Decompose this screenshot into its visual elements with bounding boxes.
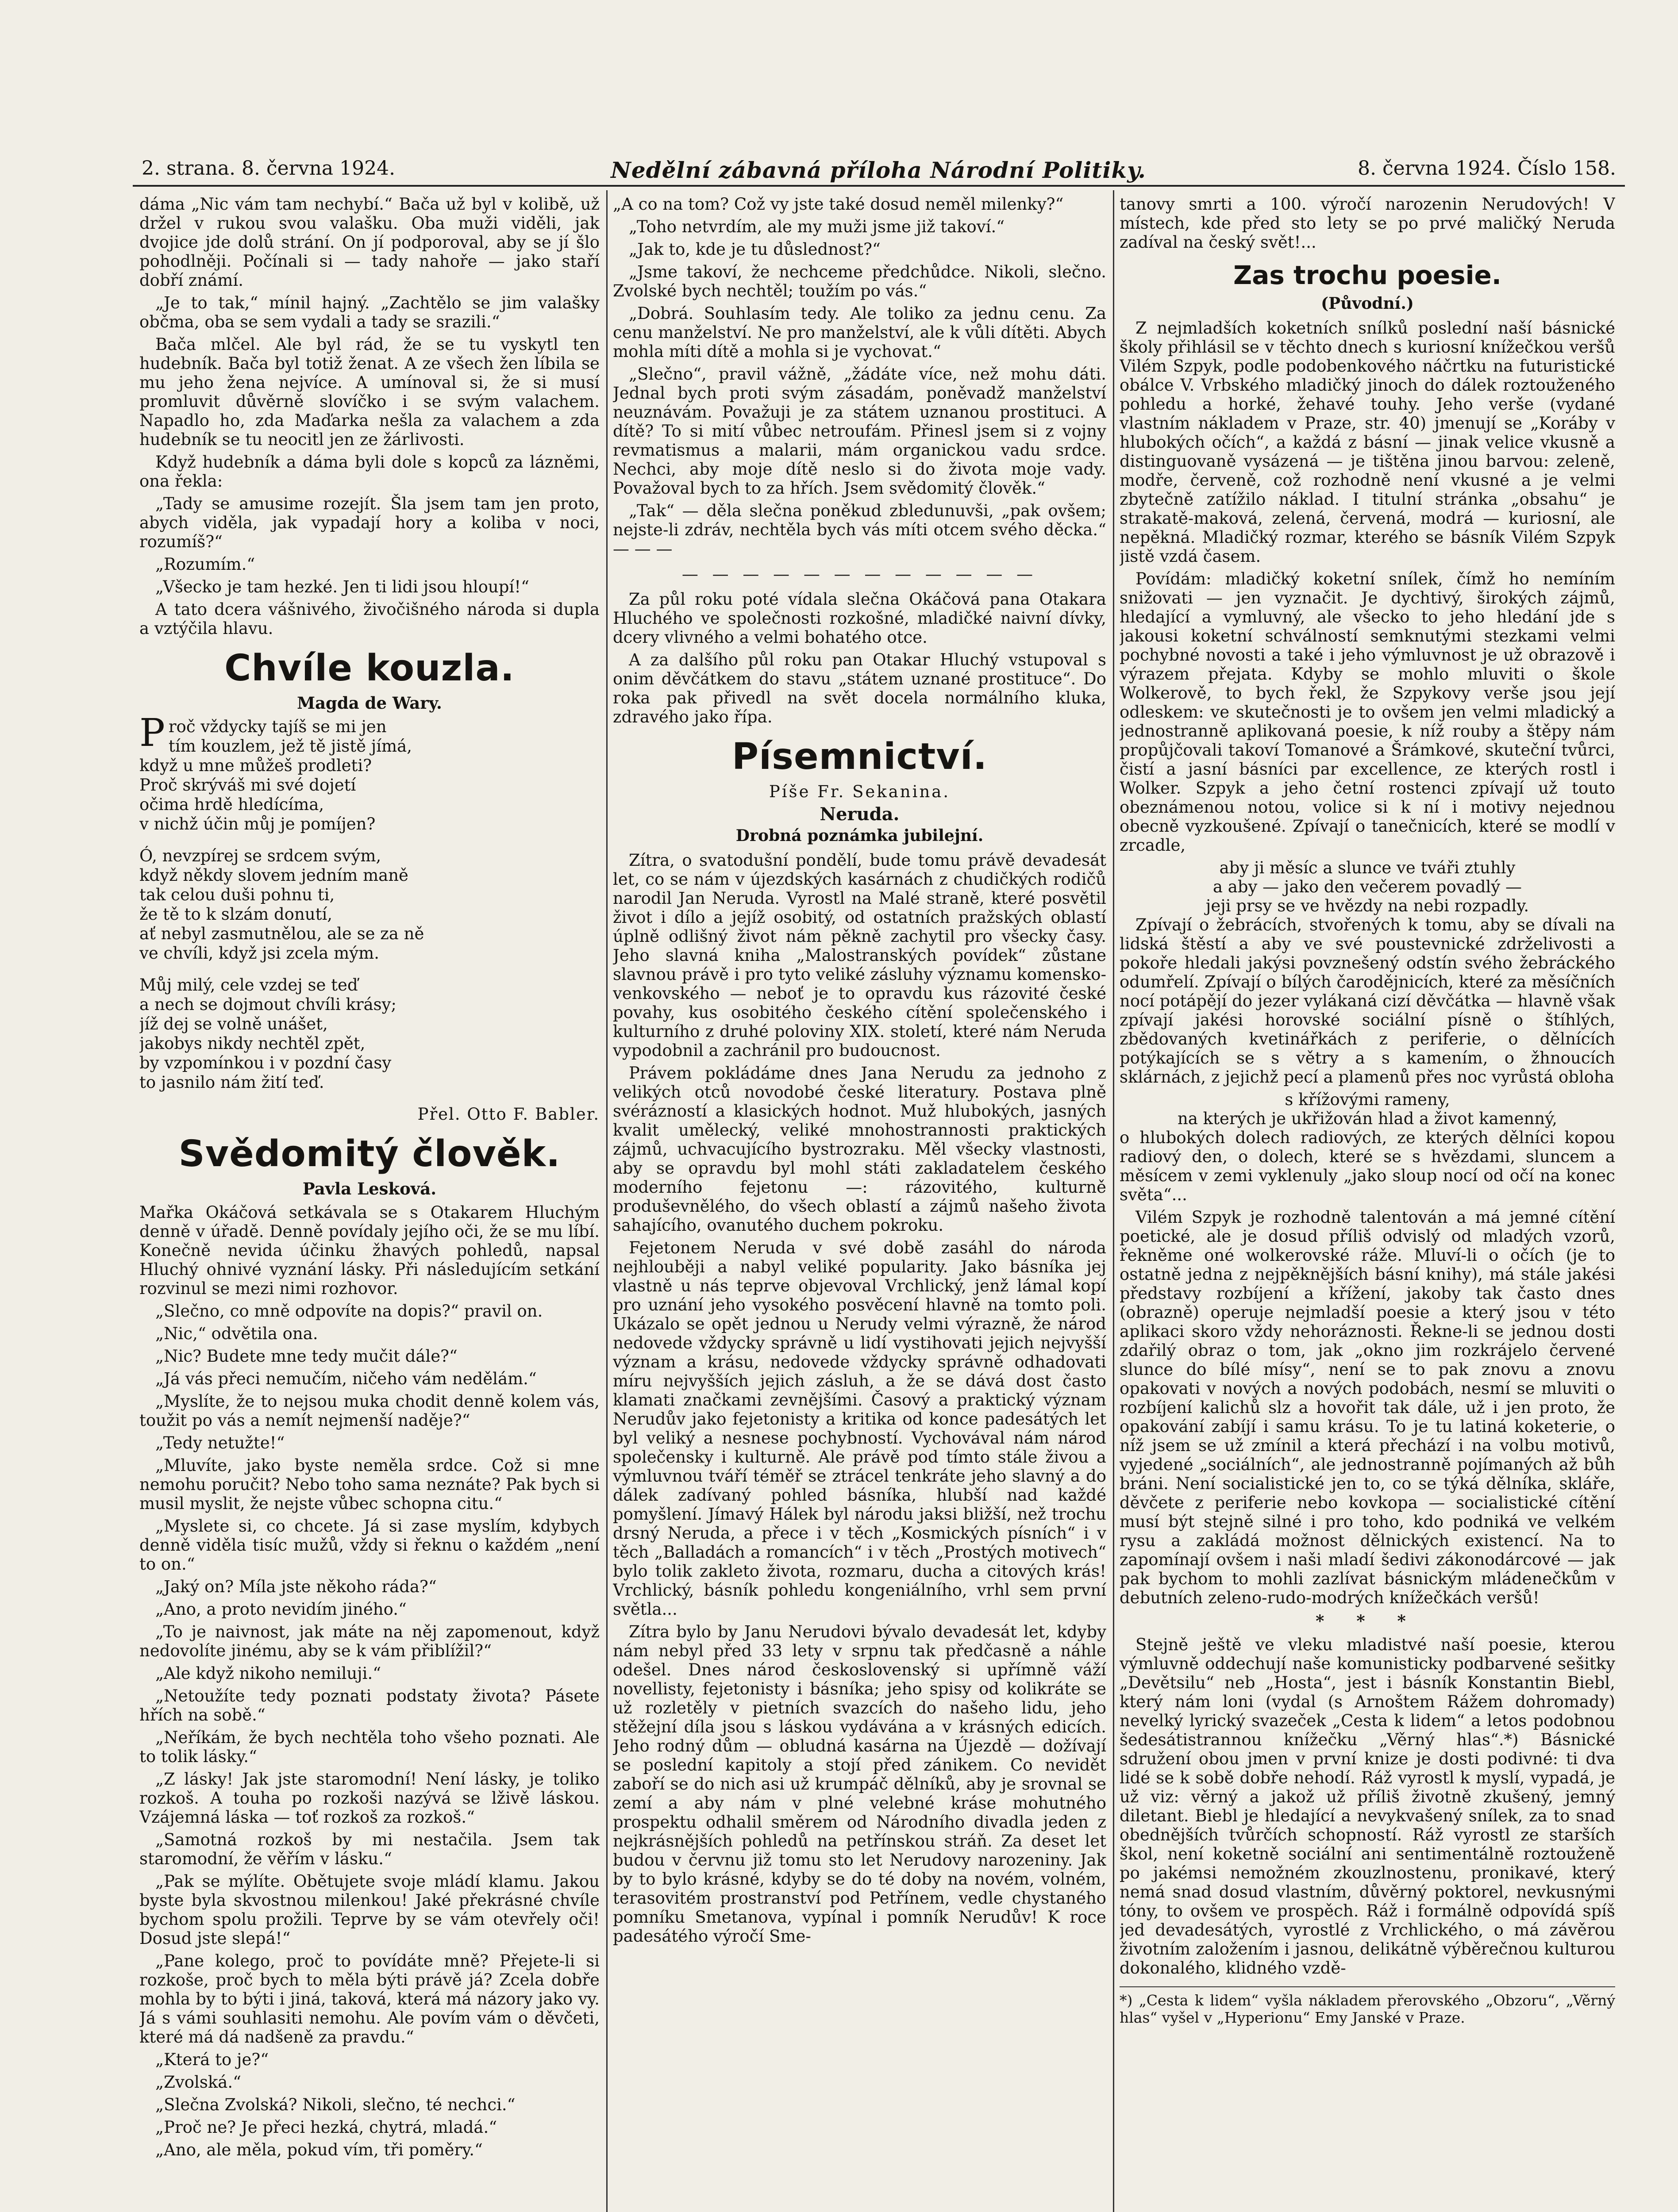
paragraph: „Jsme takoví, že nechceme předchůdce. Nikoli, slečno. Zvolské bych nechtěl; toužím po vás.“ (613, 262, 1106, 300)
section-author: Píše Fr. Sekanina. (769, 782, 951, 801)
section-subtitle: (Původní.) (1321, 294, 1414, 313)
poem-line: a nech se dojmout chvíli krásy; (139, 995, 396, 1014)
article-subtitle: Drobná poznámka jubilejní. (735, 826, 984, 845)
paragraph: „To je naivnost, jak máte na něj zapomenout, když nedovolíte jinému, aby se k vám přiblížil?“ (139, 1622, 600, 1660)
poem-line: ať nebyl zasmutnělou, ale se za ně (139, 924, 424, 943)
paragraph: Vilém Szpyk je rozhodně talentován a má jemné cítění poetické, ale je dosud příliš odvislý od mladých vzorů, řekněme oné wolkerovské ráže. Mluví-li o očích (je to ostatně jedna z nejpěknějších básní knihy), má stále jakési představy rozbíjení a křížení, jakoby tak často dnes (obrazně) operuje nejmladší poesie a který jsou v této aplikaci skoro vždy nehoráznosti. Řekne-li se jednou dosti zdařilý obraz o tom, jak „okno jim rozkrájelo červené slunce do bílé mísy“, není se to pak znovu a znovu opakovati v nových a nových podobách, nesmí se mluviti o rozbíjení kalichů slz a hovořit tak dále, už i jen proto, že opakování zabíjí i samu krásu. To je tu latiná koketerie, o níž jsem se už zmínil a která přechází i na volbu motivů, vyjedené „sociálních“, ale jednostranně pojímaných až bůh bráni. Není socialistické jen to, co se týká dělníka, skláře, děvčete z periferie nebo kovkopa — socialistické cítění musí být stejně silné i pro toho, kdo podniká ve velkém rysu a zakládá možnost dělnických existencí. Na to zapomínají ovšem i naši mladí šedivi zákonodárcové — jak pak bychom to mohli zazlívat básnickým mládenečkům v debutních zeleno-rudo-modrých knížečkách veršů! (1120, 1208, 1615, 1607)
paragraph: A tato dcera vášnivého, živočišného národa si dupla a vztýčila hlavu. (139, 600, 600, 638)
paragraph: „Nic? Budete mne tedy mučit dále?“ (155, 1347, 458, 1366)
paragraph: „Neříkám, že bych nechtěla toho všeho poznati. Ale to tolik lásky.“ (139, 1728, 600, 1766)
paragraph: „Ano, ale měla, pokud vím, tři poměry.“ (155, 2140, 483, 2159)
story-title: Svědomitý člověk. (178, 1133, 561, 1175)
paragraph: Zítra, o svatodušní pondělí, bude tomu právě devadesát let, co se nám v újezdských kasárnách z chudičkých rodičů narodil Jan Neruda. Vyrostl na Malé straně, které posvětil život i dílo a jejíž osobitý, od ostatních pražských oblastí úplně odlišný život nám pěkně zachytil pro všecky časy. Jeho slavná kniha „Malostranských povídek“ zůstane slavnou právě i pro tyto veliké zásluhy významu komensko-venkovského — neboť je to opravdu kus rázovité české povahy, kus osobitého českého cítění společenského i kulturního z druhé poloviny XIX. století, které nám Neruda vypodobnil a zachránil pro budoucnost. (613, 851, 1106, 1060)
paragraph: „Je to tak,“ mínil hajný. „Zachtělo se jim valašky občma, oba se sem vydali a tady se srazili.“ (139, 293, 600, 331)
paragraph: Zítra bylo by Janu Nerudovi bývalo devadesát let, kdyby nám nebyl před 33 lety v srpnu tak předčasně a náhle odešel. Dnes národ československý si upřímně váží novellisty, fejetonisty i básníka; jeho spisy od kolikráte se už rozletěly v pietních svazcích do našeho lidu, jeho stěžejní díla jsou s láskou vydávána a v krásných edicích. Jeho rodný dům — obludná kasárna na Újezdě — dožívají se poslední kapitoly a stojí před zánikem. Co nevidět zaboří se do nich asi už krumpáč dělníků, aby je srovnal se zemí a aby nám v plné velebné kráse mohutného prospektu odhalil směrem od Národního divadla jeden z nejkrásnějších pohledů na petřínskou stráň. Za deset let budou v červnu již tomu sto let Nerudovy narozeniny. Jak by to bylo krásné, kdyby se do té doby na novém, volném, terasovitém prostranství pod Petřínem, vedle chystaného pomníku Smetanova, vypínal i pomník Nerudův! K roce padesátého výročí Sme- (613, 1622, 1106, 1946)
paragraph: „Tak“ — děla slečna poněkud zbledunuvši, „pak ovšem; nejste-li zdráv, nechtěla bych vás míti otcem svého děcka.“ — — — (613, 501, 1106, 558)
column-2 (613, 195, 1106, 1949)
paragraph: „Já vás přeci nemučím, ničeho vám nedělám.“ (155, 1369, 537, 1388)
poem-line: jíž dej se volně unášet, (139, 1014, 328, 1033)
section-title-poetry: Zas trochu poesie. (1233, 260, 1501, 290)
paragraph: „Ano, a proto nevidím jiného.“ (155, 1600, 407, 1619)
poem-line: když někdy slovem jedním maně (139, 866, 408, 885)
verse-line: na kterých je ukřižován hlad a život kamenný, (1178, 1109, 1557, 1128)
paragraph: Když hudebník a dáma byli dole s kopců za lázněmi, ona řekla: (139, 453, 600, 491)
paragraph: „Mluvíte, jako byste neměla srdce. Což si mne nemohu poručit? Nebo toho sama neznáte? Pak bych si musil myslit, že nejste vůbec schopna citu.“ (139, 1456, 600, 1513)
article-title: Neruda. (820, 804, 900, 825)
paragraph: „Myslíte, že to nejsou muka chodit denně kolem vás, toužit po vás a nemít nejmenší naděje?“ (139, 1392, 600, 1430)
paragraph: „Samotná rozkoš by mi nestačila. Jsem tak staromodní, že věřím v lásku.“ (139, 1830, 600, 1868)
paragraph: „Dobrá. Souhlasím tedy. Ale toliko za jednu cenu. Za cenu manželství. Ne pro manželství, ale k vůli dítěti. Abych mohla míti dítě a mohla si je vychovat.“ (613, 304, 1106, 361)
paragraph: „Myslete si, co chcete. Já si zase myslím, kdybych denně viděla tisíc mužů, vždy si řeknu o každém „není to on.“ (139, 1517, 600, 1574)
paragraph: Povídám: mladičký koketní snílek, čímž ho nemíním snižovati — jen vyznačit. Je dychtivý, širokých zájmů, hledající a vymluvný, ale všecko to jeho hledání jde s jakousi koketní schválností semknutými stezkami velmi pochybné novosti a také i jeho výmluvnost je už obrazově i výrazem přejata. Kdyby se mohlo mluviti o škole Wolkerově, to bych řekl, že Szpykovy verše jsou její odleskem: ve skutečnosti je to ovšem jen velmi mladický a jednostranně aplikovaná poesie, k níž rouby a štěpy nám propůjčovali takoví Tomanové a Šrámkové, skuteční tvůrci, čistí a jasní básníci par excellence, ze kterých rostl i Wolker. Szpyk a jeho četní rostenci zpívají už touto obeznámenou notou, volice si k ní i motivy nejednou obecně vyzkoušené. Zpívají o tanečnicích, které se modlí v zrcadle, (1120, 569, 1615, 855)
paragraph: „Tady se amusime rozejít. Šla jsem tam jen proto, abych viděla, jak vypadají hory a koliba v noci, rozumíš?“ (139, 494, 600, 551)
paragraph: „Slečna Zvolská? Nikoli, slečno, té nechci.“ (155, 2095, 516, 2114)
paragraph: „Zvolská.“ (155, 2073, 242, 2092)
paragraph: Zpívají o žebrácích, stvořených k tomu, aby se dívali na lidská štěstí a aby ve své poustevnické zdrželivosti a pokoře hledali jakýsi povznešený odstín svého žebráckého odumřelí. Zpívají o bílých čarodějnicích, které za měsíčních nocí potápějí do jezer vylákaná cizí děvčátka — hlavně však zpívají jakési horovské sociální písně o štíhlých, zbědovaných kvetinářkách z periferie, o dělnících potýkajících se s větry a s kamením, o žhnoucích sklárnách, z jejichž pecí a plamenů přes noc vyrůstá obloha (1120, 915, 1615, 1087)
verse-line: a aby — jako den večerem povadlý — (1212, 877, 1522, 896)
poem-line: Proč skrýváš mi své dojetí (139, 776, 356, 795)
paragraph: „A co na tom? Což vy jste také dosud neměl milenky?“ (613, 195, 1064, 214)
poem-line: tak celou duši pohnu ti, (139, 885, 335, 904)
poem-line: očima hrdě hledícíma, (139, 795, 324, 814)
poem-line: to jasnilo nám žití teď. (139, 1073, 324, 1092)
paragraph: Bača mlčel. Ale byl rád, že se tu vyskytl ten hudebník. Bača byl totiž ženat. A ze všech žen líbila se mu jeho žena nejvíce. A umínoval si, že si musí promluvit důvěrně slovíčko i se svým valachem. Napadlo ho, zda Maďarka nešla za valachem a zda hudebník se tu neocitl jen ze žárlivosti. (139, 335, 600, 449)
paragraph: Mařka Okáčová setkávala se s Otakarem Hluchým denně v úřadě. Denně povídaly jejího oči, že se mu líbí. Konečně nevida účinku žhavých pohledů, napsal Hluchý ohnivé vyznání lásky. Při následujícím setkání rozvinul se mezi nimi rozhovor. (139, 1203, 600, 1298)
story-author: Pavla Lesková. (302, 1179, 437, 1198)
poem-line: že tě to k slzám donutí, (139, 905, 333, 924)
paragraph: „Rozumím.“ (155, 555, 255, 574)
paragraph: „Slečno“, pravil vážně, „žádáte více, než mohu dáti. Jednal bych proti svým zásadám, poněvadž manželství neuznávám. Považuji je za státem uznanou prostituci. A dítě? To si mití vůbec netroufám. Přinesl jsem si z vojny revmatismus a malarii, mám organickou vadu srdce. Nechci, aby moje dítě neslo si do života moje vady. Považoval bych to za hřích. Jsem svědomitý člověk.“ (613, 365, 1106, 498)
paragraph: „Netoužíte tedy poznati podstaty života? Pásete hřích na sobě.“ (139, 1686, 600, 1724)
paragraph: „Z lásky! Jak jste staromodní! Není lásky, je toliko rozkoš. A touha po rozkoši nazývá se lživě láskou. Vzájemná láska — toť rozkoš za rozkoš.“ (139, 1770, 600, 1827)
paragraph: „Toho netvrdím, ale my muži jsme již takoví.“ (629, 217, 1005, 236)
quoted-verse (1120, 1090, 1615, 1128)
poem-line: v nichž účin můj je pomíjen? (139, 814, 376, 833)
verse-line: s křížovými rameny, (1285, 1090, 1450, 1109)
paragraph: „Slečno, co mně odpovíte na dopis?“ pravil on. (155, 1302, 543, 1321)
paragraph: Za půl roku poté vídala slečna Okáčová pana Otakara Hluchého ve společnosti rozkošné, mladičké naivní dívky, dcery vlivného a velmi bohatého otce. (613, 590, 1106, 647)
paragraph: o hlubokých dolech radiových, ze kterých dělníci kopou radiový den, o dolech, které se s hvězdami, sluncem a měsícem v zemi vyklenuly „jako sloup nocí od očí na konec světa“... (1120, 1128, 1615, 1204)
poem-line: Proč vždycky tajíš se mi jen (139, 711, 387, 755)
paragraph: „Ale když nikoho nemiluji.“ (155, 1664, 381, 1683)
poem-line: Můj milý, cele vzdej se teď (139, 975, 358, 995)
poem-title: Chvíle kouzla. (224, 647, 515, 689)
poem-line: když u mne můžeš prodleti? (139, 756, 372, 775)
paragraph: „Pane kolego, proč to povídáte mně? Přejete-li si rozkoše, proč bych to měla býti právě já? Zcela dobře mohla by to býti i jiná, taková, která má názory jako vy. Já s vámi souhlasiti nemohu. Ale povím vám o děvčeti, které má dá nadšeně za pravdu.“ (139, 1951, 600, 2047)
column-divider-2 (1113, 190, 1114, 2212)
poem-line: tím kouzlem, jež tě jistě jímá, (168, 737, 412, 756)
column-3 (1120, 195, 1615, 2026)
paragraph: Právem pokládáme dnes Jana Nerudu za jednoho z velikých otců novodobé české literatury. Postava plně svérázností a klasických hodnot. Muž hlubokých, jasných kvalit umělecký, veliké mnohostrannosti praktických zájmů, uchvacujícího bystrozraku. Měl všecky vlastnosti, aby se opravdu byl mohl státi zakladatelem českého moderního fejetonu —: rázovitého, kulturně produševnělého, do všech oblastí a zájmů našeho života sahajícího, ovanutého duchem pokroku. (613, 1064, 1106, 1235)
poem-line: by vzpomínkou i v pozdní časy (139, 1053, 392, 1072)
header-date-left: 2. strana. 8. června 1924. (142, 157, 396, 180)
header-masthead: Nedělní zábavná příloha Národní Politiky. (611, 157, 1146, 183)
poem-stanza-1 (139, 711, 600, 834)
paragraph: A za dalšího půl roku pan Otakar Hluchý vstupoval s onim děvčátkem do stavu „státem uznané prostituce“. Do roka pak přivedl na svět docela normálního kluka, zdravého jako řípa. (613, 650, 1106, 726)
header-rule (133, 185, 1625, 187)
poem-line: ve chvíli, když jsi zcela mým. (139, 944, 379, 963)
paragraph: „Tedy netužte!“ (155, 1433, 285, 1452)
poem-stanza-2 (139, 846, 600, 963)
section-separator: — — — — — — — — — — — — (681, 565, 1038, 584)
section-stars: * * * (1316, 1611, 1419, 1631)
poem-line: jakobys nikdy nechtěl zpět, (139, 1034, 366, 1053)
poem-line: Ó, nevzpírej se srdcem svým, (139, 846, 381, 865)
paragraph: „Všecko je tam hezké. Jen ti lidi jsou hloupí!“ (155, 577, 530, 596)
paragraph: „Jaký on? Míla jste někoho ráda?“ (155, 1577, 437, 1596)
footnote: *) „Cesta k lidem“ vyšla nákladem přerovského „Obzoru“, „Věrný hlas“ vyšel v „Hyperionu“ Emy Janské v Praze. (1120, 1986, 1615, 2026)
paragraph: „Která to je?“ (155, 2050, 269, 2069)
header-date-right: 8. června 1924. Číslo 158. (1358, 157, 1616, 180)
column-1 (139, 195, 600, 2163)
paragraph: tanovy smrti a 100. výročí narozenin Nerudových! V místech, kde před sto lety se po prvé maličký Neruda zadíval na český svět!... (1120, 195, 1615, 252)
paragraph: dáma „Nic vám tam nechybí.“ Bača už byl v kolibě, už držel v rukou svou valašku. Oba muži viděli, jak dvojice jde dolů strání. On jí podporoval, aby se jí šlo pohodlněji. Počínali si — tady nahoře — jako staří dobří známí. (139, 195, 600, 290)
paragraph: „Nic,“ odvětila ona. (155, 1324, 318, 1343)
paragraph: Stejně ještě ve vleku mladistvé naší poesie, kterou výmluvně oddechují naše komunisticky podbarvené sešitky „Devětsilu“ neb „Hosta“, jest i básník Konstantin Biebl, který nám loni (vydal (s Arnoštem Rážem dohromady) nevelký lyrický svazeček „Cesta k lidem“ a letos podobnou šedesátistrannou knížečku „Věrný hlas“.*) Básnické sdružení obou jmen v první knize je dosti podivné: ti dva lidé se k sobě dobře nehodí. Ráž vyrostl k myslí, vypadá, je už viz: věrný a jakož už příliš životně zkušený, jemný diletant. Biebl je hledající a nevykvašený snílek, za to snad obednějších tvůrčích schopností. Ráž vyrostl ze starších škol, není koketně sociální ani sentimentálně roztouženě po jakémsi nemožném zkouzlnostenu, pronikavé, který nemá snad dosud vlastním, důvěrný poktorel, nevkusnými tóny, to ovšem ve prospěch. Ráž i formálně odpovídá spíš jed devadesátých, vyrostlé z Vrchlického, o má závěrou životním založením i jasnou, delikátně výběrečnou kulturou dokonalého, klidného vzdě- (1120, 1635, 1615, 1978)
paragraph: „Proč ne? Je přeci hezká, chytrá, mladá.“ (155, 2118, 497, 2137)
paragraph: Z nejmladších koketních snílků poslední naší básnické školy přihlásil se v těchto dnech s kuriosní knížečkou veršů Vilém Szpyk, podle podobenkového náčrtku na futuristické obálce V. Vrbského mladičký jinoch do dálek roztouženého pohledu a horké, žehavé touhy. Jeho verše (vydané vlastním nákladem v Praze, str. 40) jmenují se „Koráby v hlubokých očích“, a každá z básní — jinak velice vkusně a distinguovaně vysázená — je tištěna jinou barvou: zeleně, modře, červeně, což rozhodně není vkusné a je velmi zbytečně zatížilo náklad. I titulní stránka „obsahu“ je strakatě-maková, zelená, červená, modrá — kuriosní, ale nepěkná. Mladičký rozmar, kterého se básník Vilém Szpyk jistě vzdá časem. (1120, 319, 1615, 566)
column-divider-1 (606, 190, 608, 2212)
section-title-literature: Písemnictví. (731, 736, 988, 778)
verse-line: jeji prsy se ve hvězdy na nebi rozpadly. (1205, 896, 1529, 915)
paragraph: „Jak to, kde je tu důslednost?“ (629, 240, 881, 259)
poem (139, 711, 600, 1124)
paragraph: Fejetonem Neruda v své době zasáhl do národa nejhlouběji a nabyl veliké popularity. Jako básníka jej vlastně u nás teprve objevoval Vrchlický, jenž lámal kopí pro uznání jeho vysokého posvěcení hlavně na tomto poli. Ukázalo se opět jednou u Nerudy velmi výrazně, že národ nedovede vždycky správně u lidí vystihovati jejich nejvyšší význam a krásu, nedovede vždycky správně odhadovati míru nejvyšších jejich zásluh, a že se dává dost často klamati značkami zevnějšími. Časový a praktický význam Nerudův jako fejetonisty a kritika od konce padesátých let byl veliký a nesnese pochybností. Vychovával nám národ společensky i kulturně. Ale právě pod tímto stále živou a výmluvnou tváří téměř se ztrácel tenkráte jeho slavný a do dálek zadívaný pohled básníka, hlubší nad každé pomyšlení. Jímavý Hálek byl národu jaksi bližší, než trochu drsný Neruda, a přece i v těch „Kosmických písních“ i v těch „Balladách a romancích“ i v těch „Prostých motivech“ bylo tolik zakleto života, rozmaru, ducha a citových krás! Vrchlický, básník pohledu kongeniálního, vrhl sem první světla... (613, 1238, 1106, 1619)
poem-stanza-3 (139, 975, 600, 1092)
poem-author: Magda de Wary. (297, 693, 442, 713)
paragraph: „Pak se mýlíte. Obětujete svoje mládí klamu. Jakou byste byla skvostnou milenkou! Jaké překrásné chvíle bychom spolu prožili. Teprve by se vám otevřely oči! Dosud jste slepá!“ (139, 1872, 600, 1948)
quoted-verse (1120, 858, 1615, 915)
verse-line: aby ji měsíc a slunce ve tváři ztuhly (1219, 858, 1516, 877)
poem-translator: Přel. Otto F. Babler. (417, 1105, 600, 1124)
